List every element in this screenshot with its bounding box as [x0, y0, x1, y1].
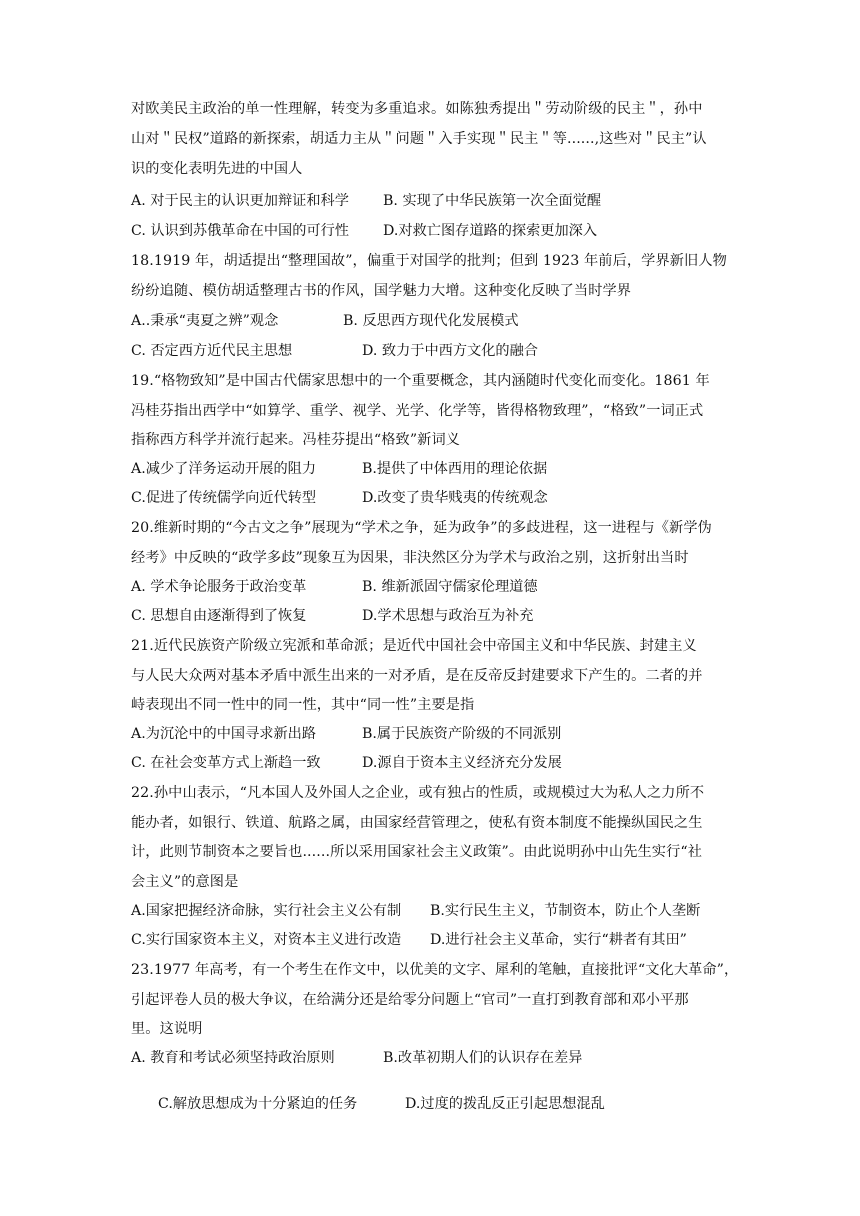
q22-stem-line-4: 会主义”的意图是 — [131, 874, 239, 890]
q19-stem-line-2: 冯桂芬指出西学中“如算学、重学、视学、光学、化学等，皆得格物致理”，“格致”一词正式 — [131, 403, 704, 419]
q21-stem-line-3: 峙表现出不同一性中的同一性，其中“同一性”主要是指 — [131, 697, 475, 713]
q23-option-b[interactable]: B.改革初期人们的认识存在差异 — [383, 1050, 583, 1066]
q22-option-a[interactable]: A.国家把握经济命脉，实行社会主义公有制 — [131, 903, 402, 919]
q17-stem-line-2: 山对＂民权”道路的新探索，胡适力主从＂问题＂入手实现＂民主＂等......,这些对＂民主”认 — [131, 131, 707, 147]
q17-option-b[interactable]: B. 实现了中华民族第一次全面觉醒 — [383, 193, 602, 209]
q23-stem-line-1: 23.1977 年高考，有一个考生在作文中，以优美的文字、犀利的笔触，直接批评“文化大革命”， — [131, 962, 739, 978]
q22-stem-line-3: 计，此则节制资本之要旨也......所以采用国家社会主义政策”。由此说明孙中山先生实行“社 — [131, 844, 703, 860]
q22-option-b[interactable]: B.实行民生主义，节制资本，防止个人垄断 — [430, 903, 701, 919]
q20-option-b[interactable]: B. 维新派固守儒家伦理道德 — [362, 579, 538, 595]
q20-option-d[interactable]: D.学术思想与政治互为补充 — [362, 608, 534, 624]
q23-option-a[interactable]: A. 教育和考试必须坚持政治原则 — [131, 1050, 335, 1066]
q19-option-b[interactable]: B.提供了中体西用的理论依据 — [362, 461, 548, 477]
q18-option-d[interactable]: D. 致力于中西方文化的融合 — [362, 343, 538, 359]
q18-option-a[interactable]: A..秉承“夷夏之辨”观念 — [131, 313, 279, 329]
q22-stem-line-2: 能办者，如银行、铁道、航路之属，由国家经营管理之，使私有资本制度不能操纵国民之生 — [131, 815, 703, 831]
q19-stem-line-1: 19.“格物致知”是中国古代儒家思想中的一个重要概念，其内涵随时代变化而变化。1861 年 — [131, 373, 710, 389]
q17-option-a[interactable]: A. 对于民主的认识更加辩证和科学 — [131, 193, 349, 209]
q18-stem-line-1: 18.1919 年，胡适提出“整理国故”，偏重于对国学的批判；但到 1923 年前后，学界新旧人物 — [131, 253, 727, 269]
q17-stem-line-3: 识的变化表明先进的中国人 — [131, 161, 303, 177]
q17-option-c[interactable]: C. 认识到苏俄革命在中国的可行性 — [131, 223, 349, 239]
q23-option-d[interactable]: D.过度的拨乱反正引起思想混乱 — [405, 1096, 605, 1112]
q23-stem-line-3: 里。这说明 — [131, 1021, 203, 1037]
q20-option-a[interactable]: A. 学术争论服务于政治变革 — [131, 579, 307, 595]
q21-stem-line-1: 21.近代民族资产阶级立宪派和革命派；是近代中国社会中帝国主义和中华民族、封建主义 — [131, 638, 697, 654]
q18-option-c[interactable]: C. 否定西方近代民主思想 — [131, 343, 293, 359]
q18-stem-line-2: 纷纷追随、模仿胡适整理古书的作风，国学魅力大增。这种变化反映了当时学界 — [131, 283, 632, 299]
q21-option-d[interactable]: D.源自于资本主义经济充分发展 — [362, 755, 562, 771]
q21-stem-line-2: 与人民大众两对基本矛盾中派生出来的一对矛盾，是在反帝反封建要求下产生的。二者的并 — [131, 668, 703, 684]
q17-option-d[interactable]: D.对救亡图存道路的探索更加深入 — [383, 223, 598, 239]
q22-option-c[interactable]: C.实行国家资本主义，对资本主义进行改造 — [131, 932, 402, 948]
q19-stem-line-3: 指称西方科学并流行起来。冯桂芬提出“格致”新词义 — [131, 432, 461, 448]
q23-option-c[interactable]: C.解放思想成为十分紧迫的任务 — [158, 1096, 358, 1112]
q19-option-c[interactable]: C.促进了传统儒学向近代转型 — [131, 490, 317, 506]
q21-option-b[interactable]: B.属于民族资产阶级的不同派别 — [362, 726, 562, 742]
q21-option-a[interactable]: A.为沉沦中的中国寻求新出路 — [131, 726, 317, 742]
q19-option-a[interactable]: A.减少了洋务运动开展的阻力 — [131, 461, 317, 477]
q20-stem-line-2: 经考》中反映的“政学多歧”现象互为因果，非決然区分为学术与政治之别，这折射出当时 — [131, 550, 689, 566]
q20-option-c[interactable]: C. 思想自由逐渐得到了恢复 — [131, 608, 307, 624]
q23-stem-line-2: 引起评卷人员的极大争议，在给满分还是给零分问题上“官司”一直打到教育部和邓小平那 — [131, 992, 689, 1008]
q21-option-c[interactable]: C. 在社会变革方式上渐趋一致 — [131, 755, 321, 771]
q20-stem-line-1: 20.维新时期的“今古文之争”展现为“学术之争，延为政争”的多歧进程，这一进程与《新学伪 — [131, 520, 712, 536]
q17-stem-line-1: 对欧美民主政治的单一性理解，转变为多重追求。如陈独秀提出＂劳动阶级的民主＂，孙中 — [131, 101, 703, 117]
q22-stem-line-1: 22.孙中山表示，“凡本国人及外国人之企业，或有独占的性质，或规模过大为私人之力所不 — [131, 785, 705, 801]
q22-option-d[interactable]: D.进行社会主义革命，实行“耕者有其田” — [430, 932, 687, 948]
q19-option-d[interactable]: D.改变了贵华贱夷的传统观念 — [362, 490, 548, 506]
q18-option-b[interactable]: B. 反思西方现代化发展模式 — [343, 313, 519, 329]
